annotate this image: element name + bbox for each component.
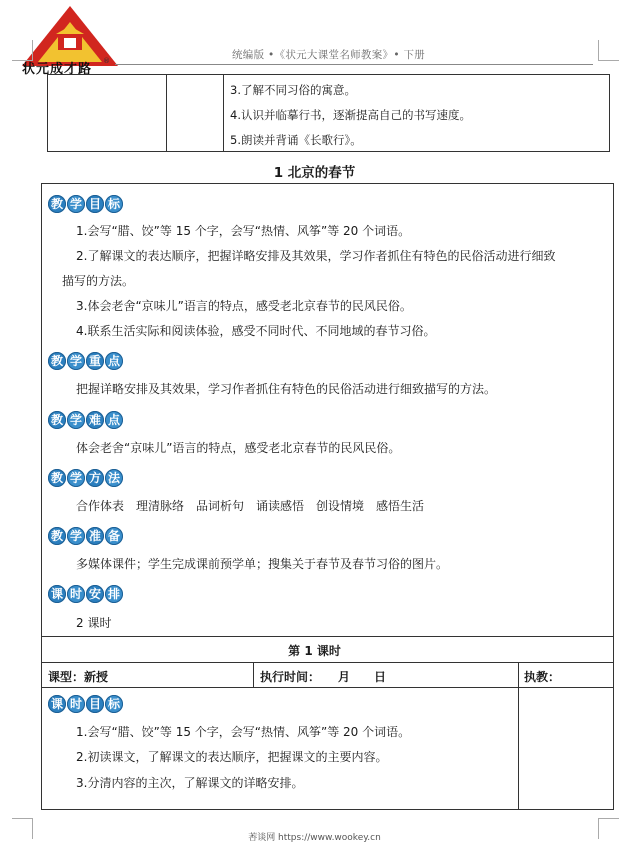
table-divider (223, 75, 224, 151)
period-title: 第 1 课时 (288, 644, 341, 658)
badge-preparation (48, 526, 124, 546)
badge-char: 教 (48, 411, 66, 429)
objective-item: 1.会写“腊、饺”等 15 个字，会写“热情、风筝”等 20 个词语。 (76, 224, 411, 238)
execution-time-label: 执行时间： 月 日 (260, 670, 387, 684)
lesson-title: 1 北京的春节 (273, 165, 356, 181)
objective-item-continued: 描写的方法。 (62, 274, 135, 288)
table-divider (166, 75, 167, 151)
badge-char: 点 (105, 352, 123, 370)
badge-char: 备 (105, 527, 123, 545)
period-objective-item: 1.会写“腊、饺”等 15 个字，会写“热情、风筝”等 20 个词语。 (76, 725, 411, 739)
table-row: 3.了解不同习俗的寓意。 (230, 83, 356, 97)
badge-teaching-objectives (48, 194, 124, 214)
badge-char: 标 (105, 695, 123, 713)
badge-char: 排 (105, 585, 123, 603)
badge-methods (48, 468, 124, 488)
badge-char: 学 (67, 195, 85, 213)
period-objective-item: 3.分清内容的主次，了解课文的详略安排。 (76, 776, 304, 790)
badge-char: 课 (48, 585, 66, 603)
methods-text: 合作体表 理清脉络 品词析句 诵读感悟 创设情境 感悟生活 (76, 499, 425, 513)
crop-mark-top-right (598, 40, 619, 61)
badge-char: 时 (67, 585, 85, 603)
badge-char: 教 (48, 469, 66, 487)
badge-char: 教 (48, 527, 66, 545)
badge-char: 安 (86, 585, 104, 603)
objective-item: 4.联系生活实际和阅读体验，感受不同时代、不同地域的春节习俗。 (76, 324, 436, 338)
badge-char: 学 (67, 469, 85, 487)
badge-char: 目 (86, 695, 104, 713)
badge-char: 时 (67, 695, 85, 713)
registered-mark: ® (103, 57, 110, 65)
badge-period-objectives (48, 694, 124, 714)
badge-char: 准 (86, 527, 104, 545)
badge-char: 教 (48, 195, 66, 213)
badge-char: 重 (86, 352, 104, 370)
badge-schedule (48, 584, 124, 604)
badge-char: 法 (105, 469, 123, 487)
badge-char: 难 (86, 411, 104, 429)
period-objective-item: 2.初读课文，了解课文的表达顺序，把握课文的主要内容。 (76, 750, 388, 764)
badge-char: 目 (86, 195, 104, 213)
table-row: 5.朗读并背诵《长歌行》。 (230, 133, 362, 147)
badge-char: 学 (67, 527, 85, 545)
badge-key-points (48, 351, 124, 371)
badge-difficulties (48, 410, 124, 430)
badge-char: 学 (67, 352, 85, 370)
badge-char: 课 (48, 695, 66, 713)
objective-item: 3.体会老舍“京味儿”语言的特点，感受老北京春节的民风民俗。 (76, 299, 412, 313)
table-rule (41, 687, 614, 688)
difficulties-text: 体会老舍“京味儿”语言的特点，感受老北京春节的民风民俗。 (76, 441, 401, 455)
preparation-text: 多媒体课件；学生完成课前预学单；搜集关于春节及春节习俗的图片。 (76, 557, 449, 571)
lesson-type-label: 课型：新授 (48, 670, 109, 684)
table-rule (41, 662, 614, 663)
objective-item: 2.了解课文的表达顺序，把握详略安排及其效果，学习作者抓住有特色的民俗活动进行细致 (76, 249, 556, 263)
table-row: 4.认识并临摹行书，逐渐提高自己的书写速度。 (230, 108, 471, 122)
header-subtitle: 统编版 •《状元大课堂名师教案》• 下册 (232, 49, 426, 61)
table-rule (41, 636, 614, 637)
badge-char: 方 (86, 469, 104, 487)
badge-char: 教 (48, 352, 66, 370)
header-rule (115, 64, 593, 65)
badge-char: 点 (105, 411, 123, 429)
teacher-label: 执教： (524, 670, 561, 684)
badge-char: 标 (105, 195, 123, 213)
schedule-text: 2 课时 (76, 616, 112, 630)
table-divider (253, 662, 254, 687)
footer-source: 莕谈网 https://www.wookey.cn (248, 833, 381, 843)
table-divider (518, 662, 519, 809)
logo-text: 状元成才路 (22, 62, 93, 77)
badge-char: 学 (67, 411, 85, 429)
crop-mark-top-left (12, 40, 33, 61)
key-points-text: 把握详略安排及其效果，学习作者抓住有特色的民俗活动进行细致描写的方法。 (76, 382, 497, 396)
